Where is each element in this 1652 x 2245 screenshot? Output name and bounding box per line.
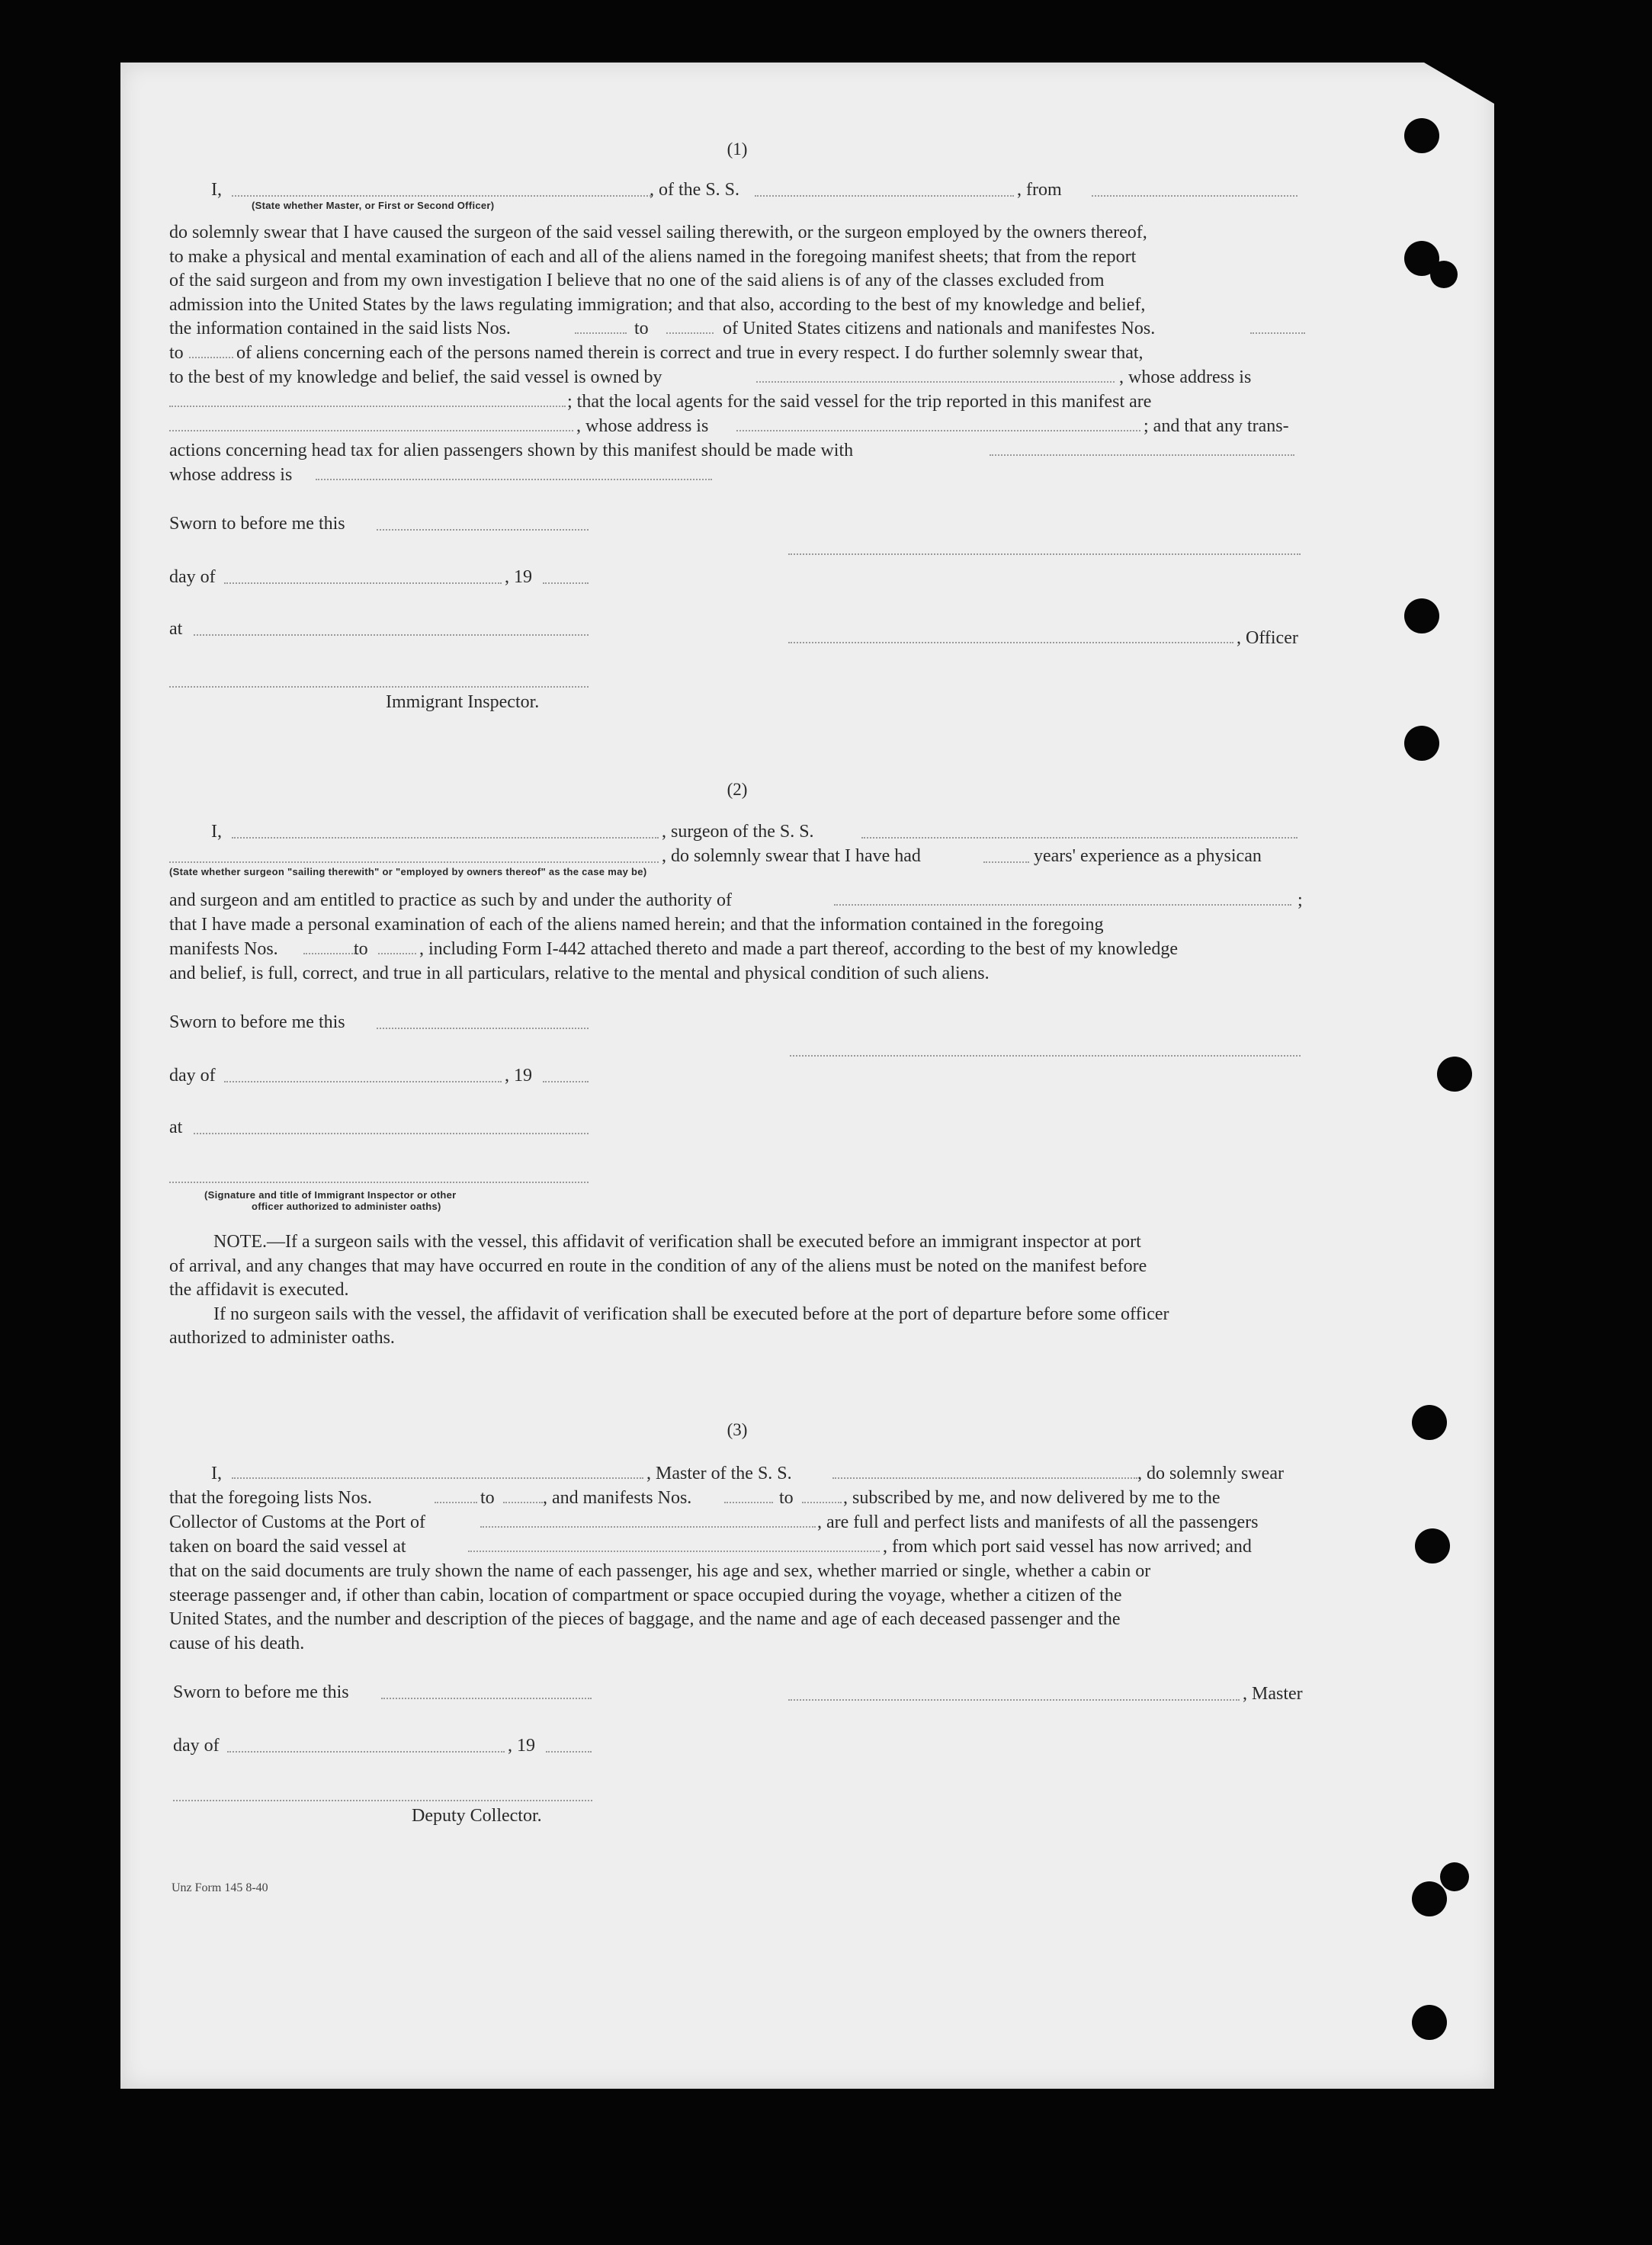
punch-hole bbox=[1404, 598, 1439, 633]
inspector-signature-line[interactable] bbox=[169, 671, 589, 688]
section-2-body bbox=[169, 889, 1305, 986]
surgeon-type-field[interactable] bbox=[169, 846, 659, 863]
officer-signature-line[interactable] bbox=[788, 627, 1233, 643]
authority-field[interactable] bbox=[834, 889, 1291, 906]
punch-hole bbox=[1437, 1057, 1472, 1092]
caption: (Signature and title of Immigrant Inspector or other bbox=[204, 1189, 457, 1201]
body-line: United States, and the number and description of the pieces of baggage, and the name and age of each deceased passenger and the bbox=[169, 1609, 1121, 1629]
note-line: NOTE.—If a surgeon sails with the vessel, this affidavit of verification shall be executed before an immigrant inspector at port bbox=[213, 1232, 1141, 1252]
punch-hole bbox=[1412, 1881, 1447, 1916]
vessel-name-field[interactable] bbox=[755, 180, 1014, 197]
body-line: cause of his death. bbox=[169, 1633, 305, 1653]
list-from-field[interactable] bbox=[575, 317, 627, 334]
caption: (State whether Master, or First or Second Officer) bbox=[252, 200, 495, 211]
master-name-field[interactable] bbox=[232, 1462, 643, 1479]
aliens-row bbox=[169, 342, 1305, 366]
text: , 19 bbox=[508, 1736, 535, 1756]
text: at bbox=[169, 619, 183, 639]
text: day of bbox=[173, 1736, 220, 1756]
authority-row bbox=[169, 889, 1305, 913]
text: Collector of Customs at the Port of bbox=[169, 1512, 425, 1532]
text: , Master of the S. S. bbox=[646, 1464, 792, 1483]
day-field[interactable] bbox=[224, 1066, 502, 1082]
note-line: the affidavit is executed. bbox=[169, 1280, 349, 1300]
text: , whose address is bbox=[576, 416, 709, 436]
body-line: admission into the United States by the laws regulating immigration; and that also, according to the best of my knowledge and belief, bbox=[169, 294, 1146, 315]
text: , and manifests Nos. bbox=[543, 1488, 692, 1508]
folded-corner bbox=[1424, 63, 1494, 104]
note-line: authorized to administer oaths. bbox=[169, 1328, 395, 1348]
note-line: of arrival, and any changes that may have occurred en route in the condition of any of the aliens must be noted on the manifest before bbox=[169, 1256, 1147, 1276]
text: , 19 bbox=[505, 567, 532, 587]
text: , from which port said vessel has now arrived; and bbox=[883, 1537, 1252, 1557]
head-tax-address-field[interactable] bbox=[316, 463, 712, 480]
body-line: steerage passenger and, if other than cabin, location of compartment or space occupied during the voyage, whether a citizen of the bbox=[169, 1585, 1122, 1605]
punch-hole bbox=[1430, 261, 1458, 288]
body-line: that on the said documents are truly shown the name of each passenger, his age and sex, whether married or single, whether a cabin or bbox=[169, 1561, 1151, 1581]
master-signature-line[interactable] bbox=[788, 1684, 1240, 1701]
agents-field[interactable] bbox=[169, 415, 573, 431]
year-field[interactable] bbox=[546, 1736, 592, 1753]
text: , subscribed by me, and now delivered by me to the bbox=[843, 1488, 1221, 1508]
departure-port-field[interactable] bbox=[468, 1535, 880, 1552]
text: Immigrant Inspector. bbox=[386, 692, 540, 712]
text: day of bbox=[169, 567, 216, 587]
section-1-number: (1) bbox=[727, 140, 748, 159]
agents-address-field[interactable] bbox=[736, 415, 1140, 431]
text: to bbox=[634, 319, 649, 338]
text: ; that the local agents for the said vessel for the trip reported in this manifest are bbox=[567, 392, 1152, 412]
text: , 19 bbox=[505, 1066, 532, 1086]
body-line: do solemnly swear that I have caused the surgeon of the said vessel sailing therewith, or the surgeon employed by the owners thereof, bbox=[169, 223, 1147, 242]
day-field[interactable] bbox=[224, 567, 502, 584]
lists-row bbox=[169, 1487, 1305, 1511]
port-field[interactable] bbox=[480, 1511, 816, 1528]
manifests-row bbox=[169, 938, 1305, 962]
text: I, bbox=[211, 822, 222, 842]
text: Sworn to before me this bbox=[169, 514, 345, 534]
text: , surgeon of the S. S. bbox=[662, 822, 814, 842]
head-tax-contact-field[interactable] bbox=[990, 439, 1294, 456]
section-2-number: (2) bbox=[727, 780, 748, 799]
punch-hole bbox=[1404, 726, 1439, 761]
manifest-to-field[interactable] bbox=[189, 342, 233, 358]
surgeon-name-field[interactable] bbox=[232, 822, 659, 839]
manifest-from-field[interactable] bbox=[724, 1487, 773, 1503]
sworn-date-field[interactable] bbox=[377, 514, 589, 531]
text: manifests Nos. bbox=[169, 938, 278, 959]
text: , Master bbox=[1243, 1684, 1303, 1704]
text: day of bbox=[169, 1066, 216, 1086]
year-field[interactable] bbox=[543, 1066, 589, 1082]
section-2-signatures bbox=[169, 1011, 1305, 1232]
sworn-date-field[interactable] bbox=[377, 1012, 589, 1029]
rank-field[interactable] bbox=[232, 180, 651, 197]
manifest-to-field[interactable] bbox=[378, 938, 416, 954]
owner-field[interactable] bbox=[756, 366, 1115, 383]
caption: officer authorized to administer oaths) bbox=[252, 1201, 441, 1212]
section-3-body bbox=[169, 1462, 1305, 1656]
text: , Officer bbox=[1237, 628, 1298, 648]
section-2-header bbox=[169, 820, 1305, 896]
whose-row bbox=[169, 415, 1305, 439]
section-1-body bbox=[169, 221, 1305, 488]
punch-hole bbox=[1412, 1405, 1447, 1440]
text: at bbox=[169, 1118, 183, 1137]
whose-address-row bbox=[169, 463, 1305, 488]
taken-row bbox=[169, 1535, 1305, 1560]
place-field[interactable] bbox=[194, 1118, 589, 1134]
lists-row bbox=[169, 317, 1305, 342]
text: I, bbox=[211, 1464, 222, 1483]
text: to bbox=[480, 1488, 495, 1508]
text: and surgeon and am entitled to practice as such by and under the authority of bbox=[169, 890, 732, 910]
years-field[interactable] bbox=[983, 846, 1029, 863]
punch-hole bbox=[1415, 1528, 1450, 1563]
text: Sworn to before me this bbox=[173, 1682, 349, 1702]
year-field[interactable] bbox=[543, 567, 589, 584]
text: , whose address is bbox=[1119, 367, 1252, 387]
place-field[interactable] bbox=[194, 619, 589, 636]
text: Deputy Collector. bbox=[412, 1806, 542, 1826]
text: , do solemnly swear bbox=[1137, 1464, 1284, 1483]
manifest-to-field[interactable] bbox=[802, 1487, 842, 1503]
signature-line[interactable] bbox=[788, 538, 1301, 555]
punch-hole bbox=[1440, 1862, 1469, 1891]
text: years' experience as a physican bbox=[1034, 846, 1262, 866]
form-number: Unz Form 145 8-40 bbox=[172, 1881, 268, 1894]
collector-row bbox=[169, 1511, 1305, 1535]
from-port-field[interactable] bbox=[1092, 180, 1298, 197]
day-field[interactable] bbox=[227, 1736, 505, 1753]
owned-row bbox=[169, 366, 1305, 390]
surgeon-signature-line[interactable] bbox=[790, 1040, 1301, 1057]
inspector-signature-line[interactable] bbox=[169, 1166, 589, 1183]
deputy-signature-line[interactable] bbox=[173, 1785, 592, 1801]
text: actions concerning head tax for alien passengers shown by this manifest should be made with bbox=[169, 441, 854, 460]
text: that the foregoing lists Nos. bbox=[169, 1488, 372, 1508]
text: , from bbox=[1017, 180, 1062, 200]
text: , of the S. S. bbox=[650, 180, 740, 200]
owner-address-field[interactable] bbox=[169, 390, 566, 407]
text: of United States citizens and nationals and manifestes Nos. bbox=[723, 319, 1156, 338]
sworn-date-field[interactable] bbox=[381, 1682, 592, 1699]
text: taken on board the said vessel at bbox=[169, 1537, 406, 1557]
body-line: that I have made a personal examination of each of the aliens named herein; and that the information contained in the foregoing bbox=[169, 915, 1104, 935]
vessel-name-field[interactable] bbox=[861, 822, 1298, 839]
head-tax-row bbox=[169, 439, 1305, 463]
text: ; and that any trans- bbox=[1144, 416, 1289, 436]
list-to-field[interactable] bbox=[503, 1487, 543, 1503]
body-line: of the said surgeon and from my own investigation I believe that no one of the said aliens is of any of the classes excluded from bbox=[169, 271, 1105, 290]
section-2-note bbox=[169, 1230, 1305, 1351]
body-line: to make a physical and mental examination of each and all of the aliens named in the foregoing manifest sheets; that from the report bbox=[169, 246, 1137, 267]
text: the information contained in the said lists Nos. bbox=[169, 319, 511, 338]
text: I, bbox=[211, 180, 222, 200]
section-1-header bbox=[169, 178, 1305, 209]
vessel-name-field[interactable] bbox=[832, 1462, 1137, 1479]
text: to the best of my knowledge and belief, the said vessel is owned by bbox=[169, 367, 662, 387]
body-line: and belief, is full, correct, and true in all particulars, relative to the mental and physical condition of such aliens. bbox=[169, 963, 990, 983]
text: , including Form I-442 attached thereto and made a part thereof, according to the best of my knowledge bbox=[419, 938, 1179, 959]
manifest-no-field[interactable] bbox=[1250, 317, 1305, 334]
agents-row bbox=[169, 390, 1305, 415]
text: to bbox=[354, 938, 368, 959]
section-3-number: (3) bbox=[727, 1420, 748, 1439]
caption: (State whether surgeon "sailing therewith" or "employed by owners thereof" as the case may be) bbox=[169, 866, 647, 877]
text: ; bbox=[1298, 890, 1303, 910]
text: , do solemnly swear that I have had bbox=[662, 846, 921, 866]
text: , are full and perfect lists and manifests of all the passengers bbox=[817, 1512, 1259, 1532]
punch-hole bbox=[1404, 118, 1439, 153]
text: to bbox=[779, 1488, 794, 1508]
text: of aliens concerning each of the persons named therein is correct and true in every respect. I do further solemnly swear that, bbox=[236, 343, 1144, 363]
text: whose address is bbox=[169, 465, 293, 485]
master-row bbox=[169, 1462, 1305, 1487]
note-line: If no surgeon sails with the vessel, the affidavit of verification shall be executed before at the port of departure before some officer bbox=[213, 1304, 1169, 1324]
text: to bbox=[169, 343, 184, 363]
manifest-from-field[interactable] bbox=[303, 938, 355, 954]
punch-hole bbox=[1412, 2005, 1447, 2040]
text: Sworn to before me this bbox=[169, 1012, 345, 1032]
list-from-field[interactable] bbox=[435, 1487, 477, 1503]
list-to-field[interactable] bbox=[666, 317, 714, 334]
section-3-signatures bbox=[169, 1681, 1305, 1833]
section-1-signatures bbox=[169, 512, 1305, 726]
